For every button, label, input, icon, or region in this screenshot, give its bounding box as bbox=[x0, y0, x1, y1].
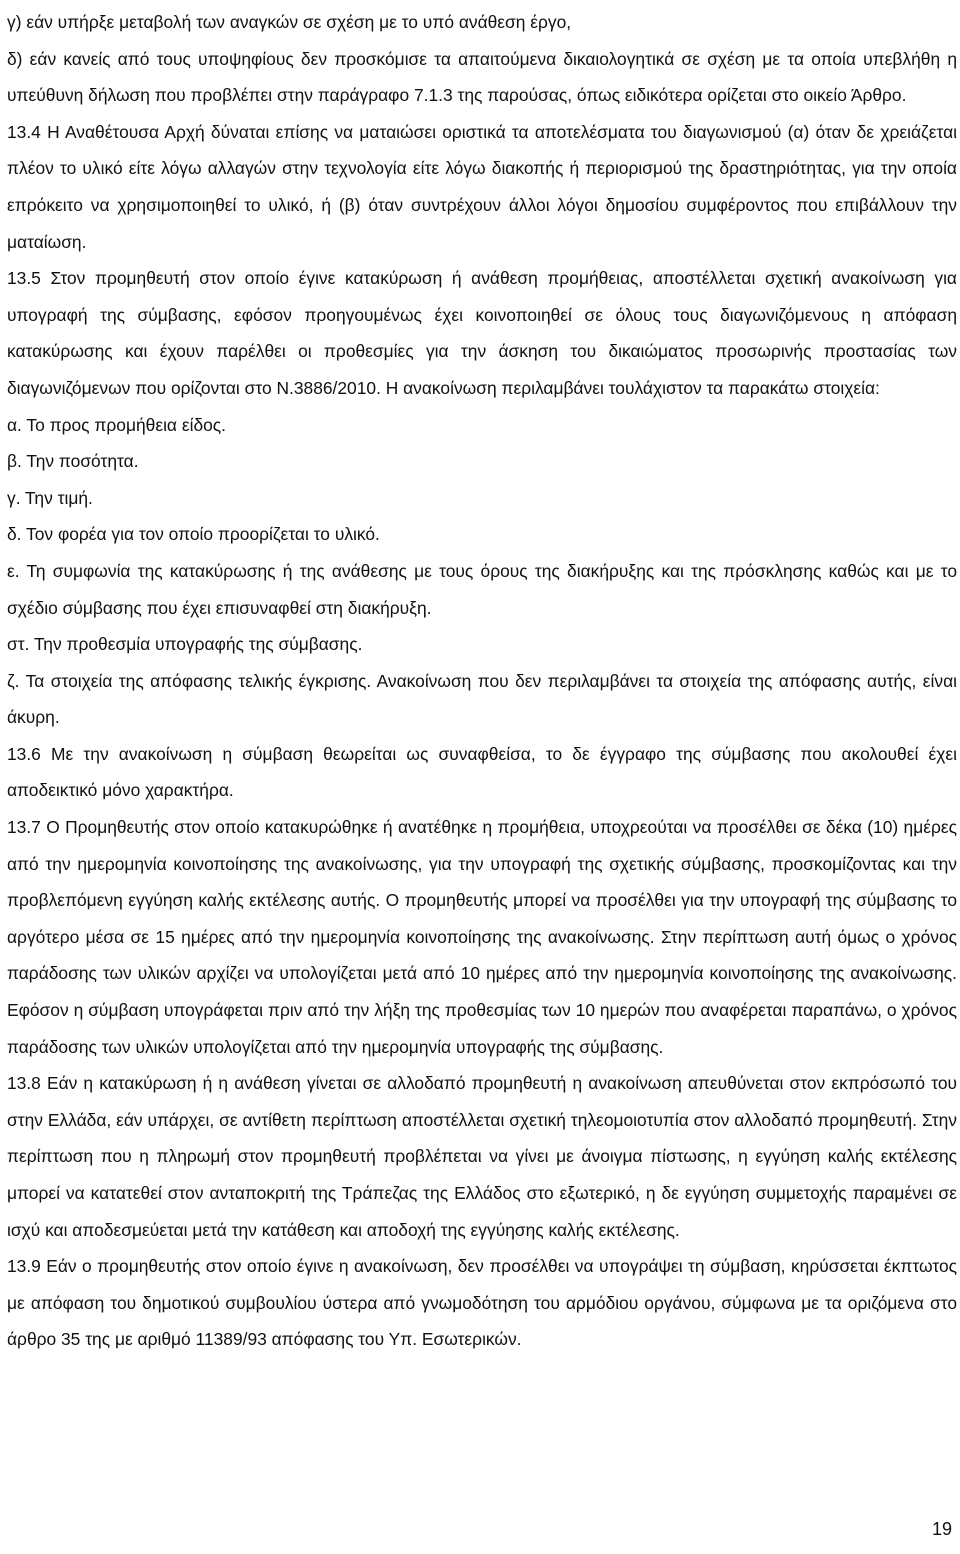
document-page bbox=[7, 4, 957, 1358]
list-item-a: α. Το προς προμήθεια είδος. bbox=[7, 414, 227, 435]
paragraph-item-delta: δ) εάν κανείς από τους υποψηφίους δεν προσκόμισε τα απαιτούμενα δικαιολογητικά σε σχέση με τα οποία υπεβλήθη η υπεύθυνη δήλωση που προβλέπει στην παράγραφο 7.1.3 της παρούσας, όπως ειδικότερα ορίζεται στο οικείο Άρθρο. bbox=[7, 48, 957, 106]
list-item-d: δ. Τον φορέα για τον οποίο προορίζεται το υλικό. bbox=[7, 524, 380, 545]
paragraph-13-8: 13.8 Εάν η κατακύρωση ή η ανάθεση γίνεται σε αλλοδαπό προμηθευτή η ανακοίνωση απευθύνεται στον εκπρόσωπό του στην Ελλάδα, εάν υπάρχει, σε αντίθετη περίπτωση αποστέλλεται σχετική τηλεομοιοτυπία στον αλλοδαπό προμηθευτή. Στην περίπτωση που η πληρωμή στον προμηθευτή προβλέπεται να γίνει με άνοιγμα πίστωσης, η εγγύηση καλής εκτέλεσης μπορεί να κατατεθεί στον ανταποκριτή της Τράπεζας της Ελλάδος στο εξωτερικό, η δε εγγύηση συμμετοχής παραμένει σε ισχύ και αποδεσμεύεται μετά την κατάθεση και αποδοχή της εγγύησης καλής εκτέλεσης. bbox=[7, 1073, 957, 1240]
paragraph-item-gamma: γ) εάν υπήρξε μεταβολή των αναγκών σε σχέση με το υπό ανάθεση έργο, bbox=[7, 12, 572, 32]
paragraph-13-5: 13.5 Στον προμηθευτή στον οποίο έγινε κατακύρωση ή ανάθεση προμήθειας, αποστέλλεται σχετική ανακοίνωση για υπογραφή της σύμβασης, εφόσον προηγουμένως έχει κοινοποιηθεί σε όλους τους διαγωνιζόμενους η απόφαση κατακύρωσης και έχουν παρέλθει οι προθεσμίες για την άσκηση του δικαιώματος προσωρινής προστασίας των διαγωνιζόμενων που ορίζονται στο Ν.3886/2010. Η ανακοίνωση περιλαμβάνει τουλάχιστον τα παρακάτω στοιχεία: bbox=[7, 268, 957, 398]
page-number: 19 bbox=[931, 1519, 952, 1539]
list-item-e: ε. Τη συμφωνία της κατακύρωσης ή της ανάθεσης με τους όρους της διακήρυξης και της πρόσκλησης καθώς και με το σχέδιο σύμβασης που έχει επισυναφθεί στη διακήρυξη. bbox=[7, 560, 957, 618]
paragraph-13-7: 13.7 Ο Προμηθευτής στον οποίο κατακυρώθηκε ή ανατέθηκε η προμήθεια, υποχρεούται να προσέλθει σε δέκα (10) ημέρες από την ημερομηνία κοινοποίησης της ανακοίνωσης, για την υπογραφή της σχετικής σύμβασης, προσκομίζοντας και την προβλεπόμενη εγγύηση καλής εκτέλεσης αυτής. Ο προμηθευτής μπορεί να προσέλθει για την υπογραφή της σύμβασης το αργότερο μέσα σε 15 ημέρες από την ημερομηνία κοινοποίησης της ανακοίνωσης. Στην περίπτωση αυτή όμως ο χρόνος παράδοσης των υλικών αρχίζει να υπολογίζεται μετά από 10 ημέρες από την ημερομηνία κοινοποίησης της ανακοίνωσης. Εφόσον η σύμβαση υπογράφεται πριν από την λήξη της προθεσμίας των 10 ημερών που αναφέρεται παραπάνω, ο χρόνος παράδοσης των υλικών υπολογίζεται από την ημερομηνία υπογραφής της σύμβασης. bbox=[7, 817, 957, 1057]
paragraph-13-4: 13.4 Η Αναθέτουσα Αρχή δύναται επίσης να ματαιώσει οριστικά τα αποτελέσματα του διαγωνισμού (α) όταν δε χρειάζεται πλέον το υλικό είτε λόγω αλλαγών στην τεχνολογία είτε λόγω διακοπής ή περιορισμού της δραστηριότητας, για την οποία επρόκειτο να χρησιμοποιηθεί το υλικό, ή (β) όταν συντρέχουν άλλοι λόγοι δημοσίου συμφέροντος που επιβάλλουν την ματαίωση. bbox=[7, 121, 957, 252]
list-item-b: β. Την ποσότητα. bbox=[7, 451, 139, 472]
paragraph-13-6: 13.6 Με την ανακοίνωση η σύμβαση θεωρείται ως συναφθείσα, το δε έγγραφο της σύμβασης που ακολουθεί έχει αποδεικτικό μόνο χαρακτήρα. bbox=[7, 743, 957, 801]
paragraph-13-9: 13.9 Εάν ο προμηθευτής στον οποίο έγινε η ανακοίνωση, δεν προσέλθει να υπογράψει τη σύμβαση, κηρύσσεται έκπτωτος με απόφαση του δημοτικού συμβουλίου ύστερα από γνωμοδότηση του αρμόδιου οργάνου, σύμφωνα με τα οριζόμενα στο άρθρο 35 της με αριθμό 11389/93 απόφασης του Υπ. Εσωτερικών. bbox=[7, 1256, 957, 1350]
list-item-c: γ. Την τιμή. bbox=[7, 487, 93, 508]
list-item-z: ζ. Τα στοιχεία της απόφασης τελικής έγκρισης. Ανακοίνωση που δεν περιλαμβάνει τα στοιχεία της απόφασης αυτής, είναι άκυρη. bbox=[7, 670, 957, 728]
list-item-st: στ. Την προθεσμία υπογραφής της σύμβασης. bbox=[7, 634, 363, 655]
